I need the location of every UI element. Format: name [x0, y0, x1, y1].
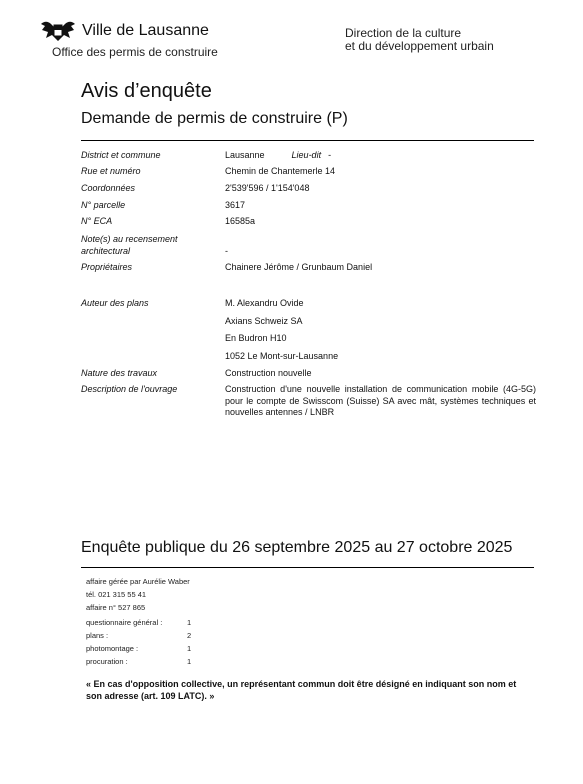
collective-opposition-notice: « En cas d'opposition collective, un représentant commun doit être désigné en indiquant son nom et son adresse (art. 109 LATC). » [86, 679, 517, 701]
telephone: tél. 021 315 55 41 [86, 590, 147, 599]
doc-label: photomontage : [86, 644, 139, 653]
rue-label: Rue et numéro [81, 166, 141, 176]
lausanne-crest-icon [38, 20, 78, 42]
enquete-period: Enquête publique du 26 septembre 2025 au 27 octobre 2025 [81, 539, 513, 556]
auteur-line-3: En Budron H10 [225, 333, 287, 343]
doc-label: plans : [86, 631, 109, 640]
page-subtitle: Demande de permis de construire (P) [81, 110, 348, 127]
direction-line-1: Direction de la culture [345, 26, 462, 40]
direction-name [345, 27, 545, 53]
affaire-geree: affaire gérée par Aurélie Waber [86, 577, 190, 586]
description-value: Construction d'une nouvelle installation de communication mobile (4G-5G) pour le compte de Swisscom (Suisse) SA avec mât, systèmes techniques et nouvelles antennes / LNBR [225, 384, 536, 417]
office-name: Office des permis de construire [52, 45, 218, 59]
doc-count: 2 [187, 631, 192, 640]
description-label: Description de l'ouvrage [81, 384, 178, 394]
district-label: District et commune [81, 150, 161, 160]
district-value-group [225, 150, 536, 162]
auteur-line-4: 1052 Le Mont-sur-Lausanne [225, 350, 339, 361]
note-label-line-1: Note(s) au recensement [81, 234, 178, 244]
parcelle-value: 3617 [225, 200, 246, 210]
doc-count: 1 [187, 618, 192, 627]
nature-value: Construction nouvelle [225, 368, 312, 378]
affaire-number: affaire n° 527 865 [86, 603, 146, 612]
top-divider [81, 140, 534, 141]
eca-value: 16585a [225, 216, 256, 226]
lieu-dit-label: Lieu-dit [291, 150, 322, 160]
auteur-label: Auteur des plans [81, 298, 149, 308]
proprietaires-label: Propriétaires [81, 262, 133, 272]
bottom-divider [81, 567, 534, 568]
eca-label: N° ECA [81, 216, 113, 226]
auteur-line-2: Axians Schweiz SA [225, 315, 303, 326]
city-name: Ville de Lausanne [82, 22, 209, 39]
district-value: Lausanne [225, 150, 265, 160]
doc-count: 1 [187, 657, 192, 666]
page-title: Avis d’enquête [81, 80, 212, 102]
note-label-line-2: architectural [81, 245, 131, 256]
doc-count: 1 [187, 644, 192, 653]
proprietaires-value: Chainere Jérôme / Grunbaum Daniel [225, 262, 373, 272]
direction-line-2: et du développement urbain [345, 39, 494, 53]
nature-label: Nature des travaux [81, 368, 158, 378]
rue-value: Chemin de Chantemerle 14 [225, 166, 336, 176]
parcelle-label: N° parcelle [81, 200, 126, 210]
doc-label: questionnaire général : [86, 618, 163, 627]
auteur-line-1: M. Alexandru Ovide [225, 298, 304, 308]
note-value: - [225, 245, 228, 256]
coord-label: Coordonnées [81, 183, 136, 193]
note-label [81, 234, 221, 257]
doc-label: procuration : [86, 657, 128, 666]
coord-value: 2'539'596 / 1'154'048 [225, 183, 310, 193]
auteur-value [225, 298, 536, 368]
lieu-dit-value: - [328, 150, 332, 160]
